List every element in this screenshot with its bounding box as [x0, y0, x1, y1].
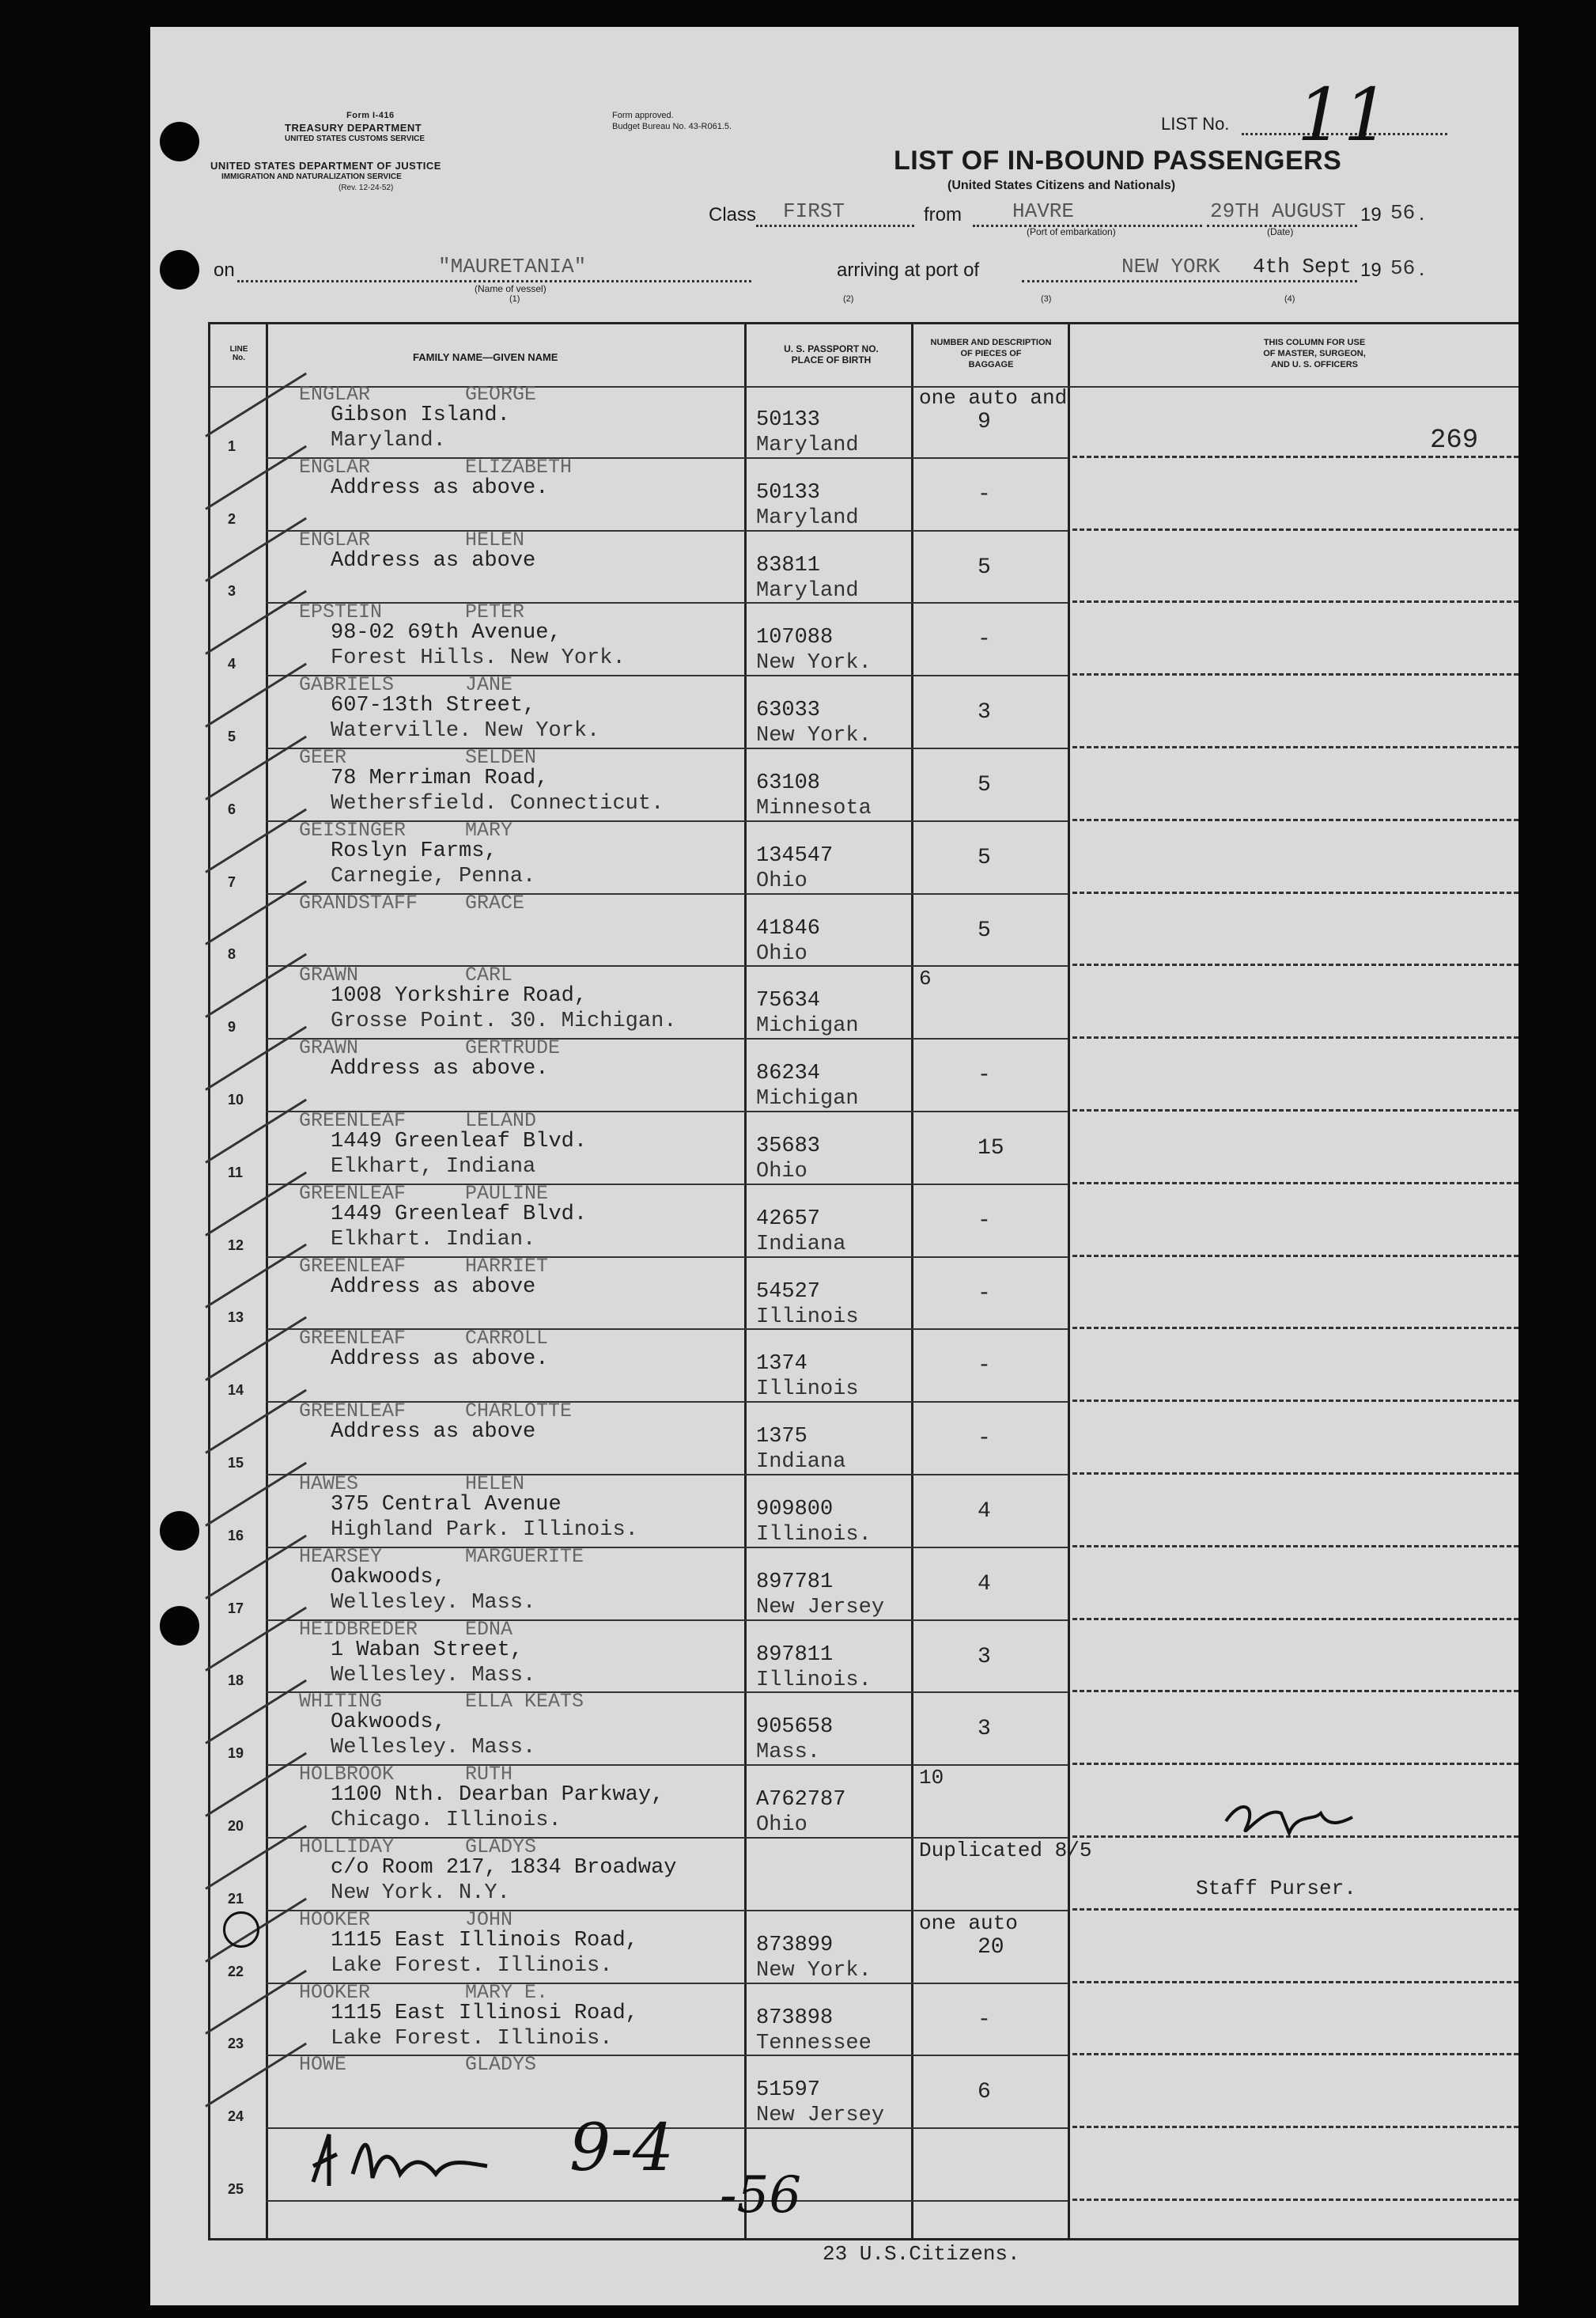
officer-column-rule	[1072, 1255, 1518, 1257]
year-prefix-2: 19	[1360, 259, 1382, 281]
table-row	[210, 383, 1518, 459]
vessel-column-number: (1)	[509, 294, 520, 304]
total-citizens: 23 U.S.Citizens.	[823, 2242, 1020, 2266]
line-number: 23	[228, 2036, 244, 2052]
officer-column-rule	[1072, 2053, 1518, 2055]
column-number-4: (4)	[1284, 294, 1295, 304]
baggage-line-2: 20	[978, 1934, 1004, 1960]
line-number: 10	[228, 1091, 244, 1108]
passenger-name: HOLLIDAY GLADYS	[299, 1835, 537, 1858]
baggage-line-2: 3	[978, 700, 991, 725]
address-line-1: 607-13th Street,	[331, 694, 536, 718]
passport-number: 1375	[756, 1425, 807, 1449]
passport-number: 909800	[756, 1498, 834, 1521]
passenger-name: GEER SELDEN	[299, 746, 537, 769]
arrival-year: 56	[1390, 256, 1416, 280]
table-row	[210, 1544, 1518, 1621]
passenger-name: HAWES HELEN	[299, 1472, 525, 1495]
address-line-1: 1008 Yorkshire Road,	[331, 984, 588, 1009]
treasury-department: TREASURY DEPARTMENT	[285, 122, 422, 134]
passenger-table	[208, 322, 1518, 2240]
passenger-name: GREENLEAF PAULINE	[299, 1181, 549, 1205]
place-of-birth: Maryland	[756, 434, 859, 457]
passenger-name: WHITING ELLA KEATS	[299, 1690, 584, 1714]
address-line-1: 1 Waban Street,	[331, 1638, 524, 1662]
line-number: 7	[228, 873, 236, 890]
table-row	[210, 1980, 1518, 2057]
place-of-birth: Illinois	[756, 1305, 859, 1329]
address-line-1: Address as above	[331, 1275, 536, 1299]
officer-column-rule	[1072, 2126, 1518, 2128]
officer-column-rule	[1072, 600, 1518, 603]
address-line-2: Maryland.	[331, 429, 446, 453]
passport-number: A762787	[756, 1788, 846, 1812]
table-row	[210, 1109, 1518, 1185]
place-of-birth: Ohio	[756, 941, 807, 966]
place-of-birth: Indiana	[756, 1232, 846, 1256]
line-number: 18	[228, 1672, 244, 1689]
passenger-name: GRAWN GERTRUDE	[299, 1036, 561, 1060]
header-line-1: LINE	[229, 345, 248, 354]
table-row	[210, 746, 1518, 822]
header-baggage-1: NUMBER AND DESCRIPTION	[930, 338, 1052, 347]
officer-column-rule	[1072, 1472, 1518, 1475]
arriving-label: arriving at port of	[837, 259, 980, 281]
place-of-birth: Maryland	[756, 578, 859, 603]
header-passport-2: PLACE OF BIRTH	[791, 354, 872, 366]
table-row	[210, 1327, 1518, 1403]
passport-number: 83811	[756, 553, 821, 578]
officer-column-rule	[1072, 673, 1518, 676]
header-line-2: No.	[232, 354, 246, 362]
place-of-birth: Tennessee	[756, 2031, 872, 2055]
address-line-2: Wellesley. Mass.	[331, 1590, 536, 1615]
address-line-1: Gibson Island.	[331, 403, 510, 427]
address-line-1: Address as above	[331, 548, 536, 573]
officer-column-rule	[1072, 1400, 1518, 1402]
port-of-embarkation: HAVRE	[1012, 199, 1075, 223]
line-number: 19	[228, 1745, 244, 1762]
address-line-1: Roslyn Farms,	[331, 839, 497, 863]
department-of-justice: UNITED STATES DEPARTMENT OF JUSTICE	[210, 160, 441, 172]
officer-column-rule	[1072, 1036, 1518, 1039]
passenger-name: ENGLAR ELIZABETH	[299, 455, 573, 479]
address-line-2: Wellesley. Mass.	[331, 1736, 536, 1760]
address-line-2: Grosse Point. 30. Michigan.	[331, 1009, 677, 1034]
year-prefix-1: 19	[1360, 204, 1382, 225]
year-dot-1: .	[1419, 201, 1425, 225]
class-value: FIRST	[783, 199, 845, 223]
officer-column-rule	[1072, 528, 1518, 531]
binder-hole-3	[160, 1511, 199, 1551]
place-of-birth: Mass.	[756, 1740, 821, 1765]
vessel-caption: (Name of vessel)	[475, 283, 546, 294]
baggage-line-1: one auto and	[919, 386, 1068, 410]
place-of-birth: Ohio	[756, 1813, 807, 1838]
passport-number: 41846	[756, 916, 821, 941]
line-number: 11	[228, 1164, 244, 1180]
table-row	[210, 1690, 1518, 1766]
baggage-line-1: 10	[919, 1766, 944, 1790]
place-of-birth: Michigan	[756, 1087, 859, 1112]
address-line-1: Address as above	[331, 1420, 536, 1445]
date-caption: (Date)	[1267, 226, 1294, 237]
address-line-1: 1100 Nth. Dearban Parkway,	[331, 1783, 664, 1808]
passport-number: 134547	[756, 843, 834, 868]
passport-number: 75634	[756, 989, 821, 1013]
header-baggage	[916, 337, 1066, 370]
revision: (Rev. 12-24-52)	[338, 184, 394, 192]
line-number: 16	[228, 1527, 244, 1543]
line-number: 21	[228, 1890, 244, 1907]
passenger-name: GEISINGER MARY	[299, 818, 513, 842]
address-line-1: 375 Central Avenue	[331, 1493, 562, 1517]
address-line-2: Highland Park. Illinois.	[331, 1518, 638, 1542]
form-number: Form I-416	[346, 111, 395, 120]
budget-bureau: Budget Bureau No. 43-R061.5.	[612, 122, 732, 131]
staff-purser: Staff Purser.	[1196, 1877, 1356, 1900]
address-line-2: Forest Hills. New York.	[331, 646, 626, 671]
address-line-1: 1449 Greenleaf Blvd.	[331, 1130, 588, 1153]
table-row	[210, 1181, 1518, 1258]
address-line-1: 1449 Greenleaf Blvd.	[331, 1202, 588, 1226]
arrival-date: 4th Sept	[1253, 255, 1352, 278]
officer-column-rule	[1072, 1690, 1518, 1692]
binder-hole-4	[160, 1606, 199, 1646]
list-number: 11	[1297, 73, 1390, 157]
passport-number: 50133	[756, 480, 821, 505]
column-number-3: (3)	[1041, 294, 1052, 304]
place-of-birth: New York.	[756, 651, 872, 676]
line-number: 24	[228, 2108, 244, 2125]
officer-column-rule	[1072, 1109, 1518, 1112]
address-line-1: Address as above.	[331, 1347, 549, 1372]
header-passport-1: U. S. PASSPORT NO.	[784, 343, 879, 354]
baggage-line-2: -	[978, 1426, 991, 1452]
officer-column-rule	[1072, 1327, 1518, 1329]
officer-column-rule	[1072, 1182, 1518, 1184]
baggage-line-2: 5	[978, 845, 991, 870]
vessel-name: "MAURETANIA"	[438, 255, 587, 278]
table-row	[210, 818, 1518, 895]
baggage-line-2: 5	[978, 773, 991, 797]
line-number: 8	[228, 946, 236, 963]
address-line-2: Elkhart. Indian.	[331, 1227, 536, 1252]
line-number: 1	[228, 437, 236, 454]
circled-line-marker	[223, 1911, 259, 1948]
passport-number: 51597	[756, 2078, 821, 2103]
passport-number: 905658	[756, 1715, 834, 1740]
table-row	[210, 528, 1518, 604]
address-line-2: Wellesley. Mass.	[331, 1663, 536, 1687]
place-of-birth: Indiana	[756, 1450, 846, 1475]
table-row	[210, 600, 1518, 676]
baggage-line-2: 9	[978, 410, 991, 434]
on-label: on	[214, 259, 235, 281]
place-of-birth: New York.	[756, 1958, 872, 1983]
passport-number: 63108	[756, 771, 821, 795]
passenger-name: ENGLAR HELEN	[299, 528, 525, 551]
vessel-underline	[237, 280, 751, 282]
passenger-name: HOWE GLADYS	[299, 2053, 537, 2077]
baggage-line-2: -	[978, 1354, 991, 1379]
line-number: 4	[228, 656, 236, 672]
address-line-2: Waterville. New York.	[331, 719, 600, 744]
passport-number: 897811	[756, 1642, 834, 1667]
line-number: 3	[228, 583, 236, 600]
baggage-line-1: one auto	[919, 1911, 1018, 1935]
binder-hole-2	[160, 250, 199, 290]
address-line-1: Oakwoods,	[331, 1710, 446, 1735]
table-row	[210, 1472, 1518, 1548]
header-officers-1: THIS COLUMN FOR USE	[1263, 338, 1366, 347]
address-line-2: New York. N.Y.	[331, 1881, 510, 1905]
passport-number: 63033	[756, 699, 821, 723]
class-underline	[756, 225, 914, 227]
line-number: 12	[228, 1237, 244, 1253]
page-mark: 269	[1430, 426, 1479, 456]
table-row	[210, 1254, 1518, 1331]
place-of-birth: New Jersey	[756, 1595, 885, 1619]
baggage-line-2: -	[978, 1063, 991, 1089]
baggage-line-2: -	[978, 1208, 991, 1233]
line-number: 2	[228, 510, 236, 527]
officer-column-rule	[1072, 819, 1518, 821]
passenger-name: HEARSEY MARGUERITE	[299, 1544, 584, 1568]
address-line-1: 1115 East Illinosi Road,	[331, 2001, 638, 2025]
officer-column-rule	[1072, 746, 1518, 748]
baggage-line-2: 15	[978, 1136, 1004, 1161]
officer-column-rule	[1072, 1763, 1518, 1765]
address-line-1: 1115 East Illinois Road,	[331, 1928, 638, 1952]
arrival-underline	[1022, 280, 1357, 282]
departure-year: 56	[1390, 201, 1416, 225]
officer-column-rule	[1072, 964, 1518, 966]
passport-number: 86234	[756, 1062, 821, 1086]
officer-column-rule	[1072, 892, 1518, 894]
header-line-no	[221, 345, 256, 362]
class-label: Class	[709, 204, 757, 225]
line-number: 25	[228, 2180, 244, 2197]
passport-number: 873898	[756, 2006, 834, 2030]
passport-number: 107088	[756, 626, 834, 650]
ins-service: IMMIGRATION AND NATURALIZATION SERVICE	[221, 172, 402, 181]
header-baggage-2: OF PIECES OF	[960, 349, 1022, 358]
table-row	[210, 1400, 1518, 1475]
baggage-line-2: 4	[978, 1571, 991, 1596]
address-line-1: Address as above.	[331, 1057, 549, 1081]
passport-number: 42657	[756, 1206, 821, 1231]
line-number: 17	[228, 1600, 244, 1616]
passport-number: 54527	[756, 1279, 821, 1304]
officer-column-rule	[1072, 456, 1518, 458]
header-passport	[764, 343, 898, 366]
line-number: 9	[228, 1019, 236, 1036]
handwritten-year: -56	[720, 2166, 802, 2225]
passenger-name: HOOKER JOHN	[299, 1907, 513, 1931]
baggage-line-2: 5	[978, 918, 991, 943]
baggage-line-2: -	[978, 2007, 991, 2032]
manifest-page	[150, 27, 1518, 2305]
baggage-line-2: -	[978, 1281, 991, 1306]
baggage-line-2: -	[978, 627, 991, 653]
baggage-line-2: 3	[978, 1717, 991, 1742]
officer-column-rule	[1072, 2199, 1518, 2201]
header-officers-2: OF MASTER, SURGEON,	[1263, 349, 1366, 358]
address-line-2: Lake Forest. Illinois.	[331, 1953, 613, 1978]
table-row	[210, 1617, 1518, 1694]
passenger-name: ENGLAR GEORGE	[299, 383, 537, 406]
place-of-birth: Ohio	[756, 869, 807, 893]
address-line-1: 98-02 69th Avenue,	[331, 621, 562, 646]
passenger-name: GREENLEAF CHARLOTTE	[299, 1400, 573, 1423]
header-officers	[1077, 337, 1518, 370]
address-line-2: Wethersfield. Connecticut.	[331, 792, 664, 816]
line-number: 15	[228, 1454, 244, 1471]
passport-number: 897781	[756, 1570, 834, 1594]
address-line-2: Chicago. Illinois.	[331, 1809, 562, 1833]
passport-number: 50133	[756, 408, 821, 432]
table-row	[210, 891, 1518, 968]
arrival-port: NEW YORK	[1121, 255, 1220, 278]
address-line-1: c/o Room 217, 1834 Broadway	[331, 1856, 677, 1880]
line-number: 14	[228, 1382, 244, 1399]
place-of-birth: Michigan	[756, 1014, 859, 1039]
header-family-name: FAMILY NAME—GIVEN NAME	[413, 351, 558, 363]
line-number: 20	[228, 1817, 244, 1834]
line-number: 13	[228, 1309, 244, 1326]
address-line-2: Elkhart, Indiana	[331, 1155, 536, 1179]
list-subtitle: (United States Citizens and Nationals)	[947, 179, 1176, 192]
passport-number: 1374	[756, 1352, 807, 1377]
place-of-birth: New York.	[756, 724, 872, 748]
inspector-signature	[305, 2119, 511, 2206]
baggage-line-1: 6	[919, 967, 932, 991]
year-dot-2: .	[1419, 256, 1425, 280]
passport-number: 35683	[756, 1134, 821, 1158]
place-of-birth: New Jersey	[756, 2104, 885, 2128]
port-of-embarkation-caption: (Port of embarkation)	[1027, 226, 1116, 237]
line-number: 22	[228, 1963, 244, 1979]
place-of-birth: Illinois.	[756, 1668, 872, 1692]
header-baggage-3: BAGGAGE	[968, 360, 1014, 369]
passenger-name: HOLBROOK RUTH	[299, 1763, 513, 1786]
baggage-line-1: Duplicated 8/5	[919, 1839, 1092, 1862]
place-of-birth: Minnesota	[756, 797, 872, 820]
table-row	[210, 1907, 1518, 1984]
officer-column-rule	[1072, 1908, 1518, 1911]
passport-number: 873899	[756, 1933, 834, 1957]
table-row	[210, 964, 1518, 1040]
list-number-label: LIST No.	[1161, 114, 1230, 134]
table-row	[210, 455, 1518, 532]
place-of-birth: Illinois.	[756, 1523, 872, 1547]
baggage-line-2: 6	[978, 2080, 991, 2105]
check-mark	[205, 373, 307, 437]
passenger-name: GRANDSTAFF GRACE	[299, 891, 525, 915]
address-line-1: Address as above.	[331, 475, 549, 500]
baggage-line-2: -	[978, 482, 991, 507]
passenger-name: GABRIELS JANE	[299, 673, 513, 697]
place-of-birth: Maryland	[756, 506, 859, 530]
handwritten-date: 9-4	[569, 2111, 675, 2186]
baggage-line-2: 3	[978, 1644, 991, 1669]
passenger-name: HEIDBREDER EDNA	[299, 1617, 513, 1641]
address-line-1: Oakwoods,	[331, 1565, 446, 1589]
list-title: LIST OF IN-BOUND PASSENGERS	[894, 146, 1342, 176]
header-officers-3: AND U. S. OFFICERS	[1270, 360, 1358, 369]
address-line-1: 78 Merriman Road,	[331, 767, 549, 790]
customs-service: UNITED STATES CUSTOMS SERVICE	[285, 134, 425, 143]
table-row	[210, 673, 1518, 749]
passenger-name: GRAWN CARL	[299, 964, 513, 987]
baggage-line-2: 5	[978, 555, 991, 580]
passenger-name: GREENLEAF CARROLL	[299, 1327, 549, 1350]
passenger-name: HOOKER MARY E.	[299, 1980, 549, 2004]
line-number: 6	[228, 801, 236, 817]
form-approved: Form approved.	[612, 111, 674, 120]
officer-column-rule	[1072, 1618, 1518, 1620]
baggage-line-2: 4	[978, 1499, 991, 1524]
officer-column-rule	[1072, 1981, 1518, 1983]
line-number: 5	[228, 728, 236, 744]
place-of-birth: Illinois	[756, 1377, 859, 1402]
binder-hole-1	[160, 122, 199, 161]
from-label: from	[924, 204, 962, 225]
passenger-name: EPSTEIN PETER	[299, 600, 525, 624]
passenger-name: GREENLEAF LELAND	[299, 1109, 537, 1132]
address-line-2: Carnegie, Penna.	[331, 864, 536, 888]
column-number-2: (2)	[843, 294, 854, 304]
table-row	[210, 1036, 1518, 1112]
place-of-birth: Ohio	[756, 1160, 807, 1184]
address-line-2: Lake Forest. Illinois.	[331, 2026, 613, 2051]
purser-signature	[1210, 1790, 1360, 1861]
departure-date: 29TH AUGUST	[1210, 199, 1346, 223]
officer-column-rule	[1072, 1545, 1518, 1547]
passenger-name: GREENLEAF HARRIET	[299, 1254, 549, 1278]
